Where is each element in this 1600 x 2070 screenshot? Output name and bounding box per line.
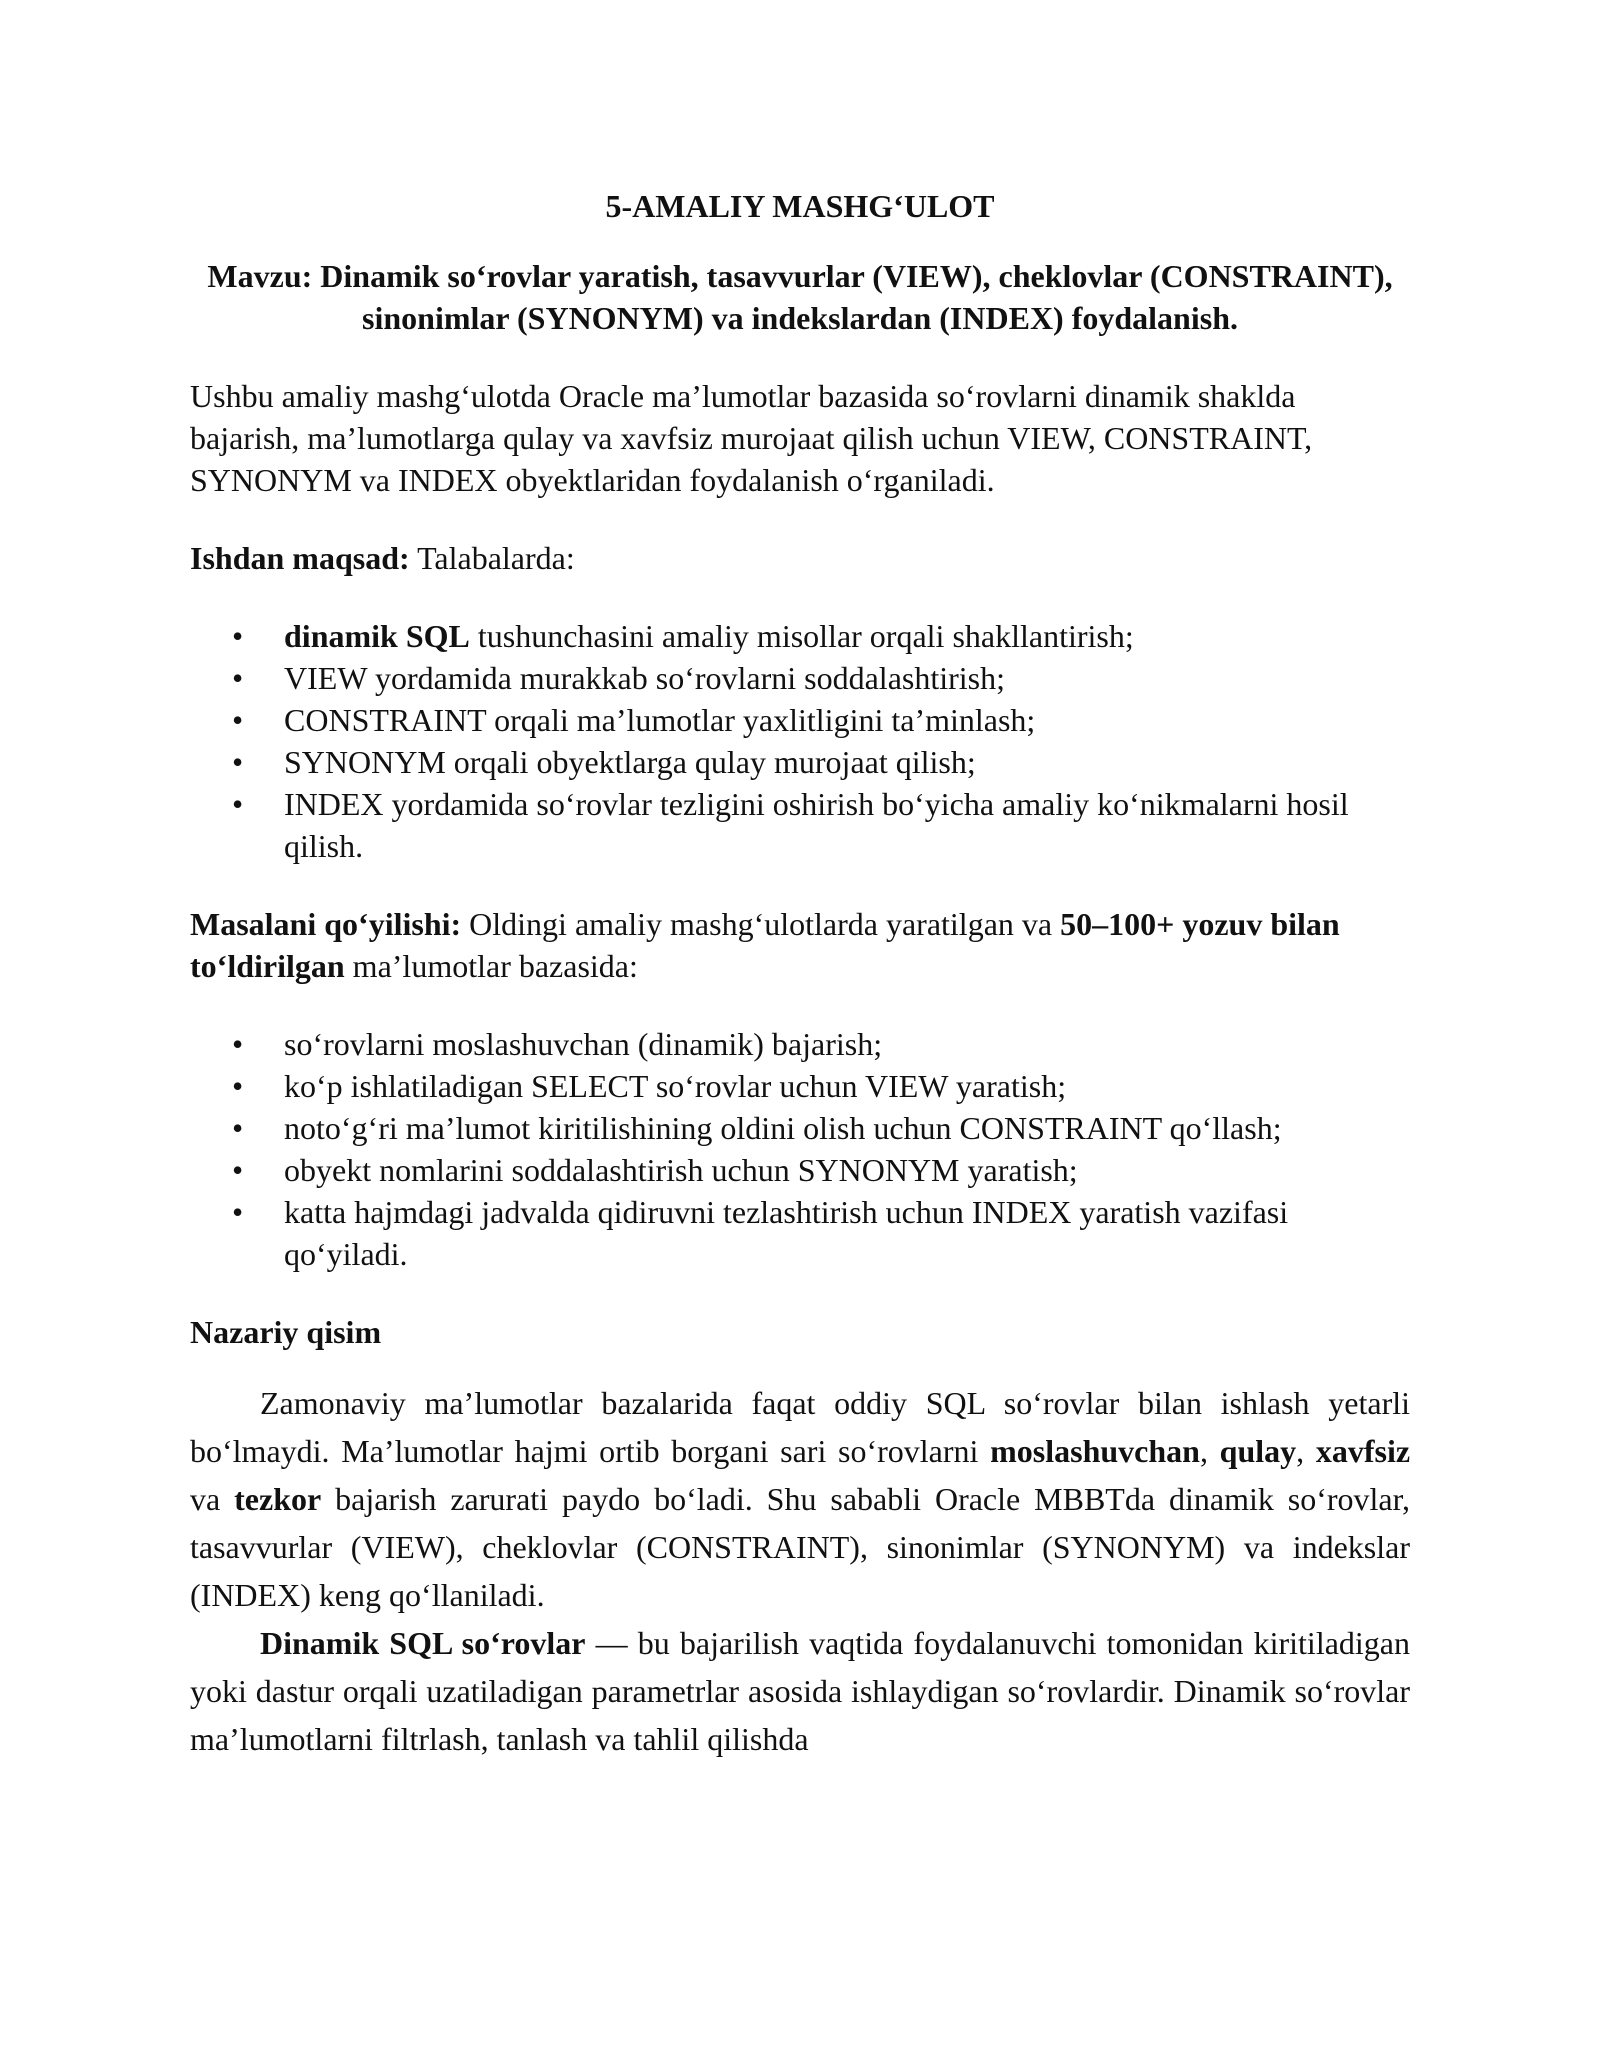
task-item-text: katta hajmdagi jadvalda qidiruvni tezlashtirish uchun INDEX yaratish vazifasi qo‘yiladi. (284, 1194, 1289, 1272)
task-list (190, 1023, 1410, 1275)
list-item (190, 1023, 1410, 1065)
goal-item-text: SYNONYM orqali obyektlarga qulay murojaat qilish; (284, 744, 976, 780)
bullet-icon: • (232, 1026, 244, 1062)
list-item (190, 741, 1410, 783)
task-text: Oldingi amaliy mashg‘ulotlarda yaratilgan va (461, 906, 1061, 942)
list-item (190, 1149, 1410, 1191)
text-run: — bu bajarilish vaqtida foydalanuvchi tomonidan kiritiladigan yoki dastur orqali uzatiladigan parametrlar asosida ishlaydigan so‘rovlardir. Dinamik so‘rovlar ma’lumotlarni filtrlash, tanlash va tahlil qilishda (190, 1625, 1411, 1757)
bullet-icon: • (232, 744, 244, 780)
task-item-text: obyekt nomlarini soddalashtirish uchun SYNONYM yaratish; (284, 1152, 1078, 1188)
task-item-text: so‘rovlarni moslashuvchan (dinamik) bajarish; (284, 1026, 883, 1062)
task-label: Masalani qo‘yilishi: (190, 906, 462, 942)
text-run: va (190, 1481, 235, 1517)
bullet-icon: • (232, 660, 244, 696)
text-run: , (1296, 1433, 1316, 1469)
bullet-icon: • (232, 1152, 244, 1188)
bullet-icon: • (232, 786, 244, 822)
task-item-text: ko‘p ishlatiladigan SELECT so‘rovlar uchun VIEW yaratish; (284, 1068, 1067, 1104)
document-title: 5-AMALIY MASHG‘ULOT (605, 188, 995, 224)
theory-paragraph-1 (190, 1379, 1410, 1619)
list-item (190, 783, 1410, 867)
goal-paragraph (190, 537, 1410, 579)
list-item (190, 1107, 1410, 1149)
bold-run: moslashuvchan (990, 1433, 1200, 1469)
goal-item-text: CONSTRAINT orqali ma’lumotlar yaxlitligini ta’minlash; (284, 702, 1036, 738)
bullet-icon: • (232, 1110, 244, 1146)
list-item (190, 657, 1410, 699)
bold-run: qulay (1219, 1433, 1297, 1469)
bullet-icon: • (232, 618, 244, 654)
bold-run: Dinamik SQL so‘rovlar (260, 1625, 586, 1661)
theory-paragraph-2 (190, 1619, 1410, 1763)
task-paragraph (190, 903, 1410, 987)
list-item (190, 699, 1410, 741)
goal-text: Talabalarda: (409, 540, 575, 576)
list-item (190, 1191, 1410, 1275)
task-text: ma’lumotlar bazasida: (344, 948, 638, 984)
list-item (190, 1065, 1410, 1107)
bullet-icon: • (232, 1068, 244, 1104)
text-run: bajarish zarurati paydo bo‘ladi. Shu sababli Oracle MBBTda dinamik so‘rovlar, tasavvurlar (VIEW), cheklovlar (CONSTRAINT), sinonimlar (SYNONYM) va indekslar (INDEX) keng qo‘llaniladi. (190, 1481, 1411, 1613)
bullet-icon: • (232, 1194, 244, 1230)
document-page (190, 185, 1410, 1763)
theory-heading: Nazariy qisim (190, 1314, 382, 1350)
bold-run: xavfsiz (1315, 1433, 1411, 1469)
text-run: , (1199, 1433, 1220, 1469)
intro-paragraph: Ushbu amaliy mashg‘ulotda Oracle ma’lumotlar bazasida so‘rovlarni dinamik shaklda bajarish, ma’lumotlarga qulay va xavfsiz murojaat qilish uchun VIEW, CONSTRAINT, SYNONYM va INDEX obyektlaridan foydalanish o‘rganiladi. (190, 378, 1313, 498)
bullet-icon: • (232, 702, 244, 738)
text-run: Zamonaviy ma’lumotlar bazalarida faqat oddiy SQL so‘rovlar bilan ishlash yetarli bo‘lmaydi. Ma’lumotlar hajmi ortib borgani sari so‘rovlarni (190, 1385, 1410, 1469)
task-bold-text: 50–100+ yozuv bilan to‘ldirilgan (190, 906, 1340, 984)
list-item (190, 615, 1410, 657)
topic-heading: Mavzu: Dinamik so‘rovlar yaratish, tasavvurlar (VIEW), cheklovlar (CONSTRAINT), sinonimlar (SYNONYM) va indekslardan (INDEX) foydalanish. (207, 258, 1393, 336)
goal-list (190, 615, 1410, 867)
task-item-text: noto‘g‘ri ma’lumot kiritilishining oldini olish uchun CONSTRAINT qo‘llash; (284, 1110, 1282, 1146)
goal-item-text: tushunchasini amaliy misollar orqali shakllantirish; (469, 618, 1134, 654)
bold-run: tezkor (234, 1481, 322, 1517)
goal-label: Ishdan maqsad: (190, 540, 410, 576)
goal-item-text: VIEW yordamida murakkab so‘rovlarni soddalashtirish; (284, 660, 1006, 696)
goal-item-bold: dinamik SQL (284, 618, 470, 654)
goal-item-text: INDEX yordamida so‘rovlar tezligini oshirish bo‘yicha amaliy ko‘nikmalarni hosil qilish. (284, 786, 1349, 864)
